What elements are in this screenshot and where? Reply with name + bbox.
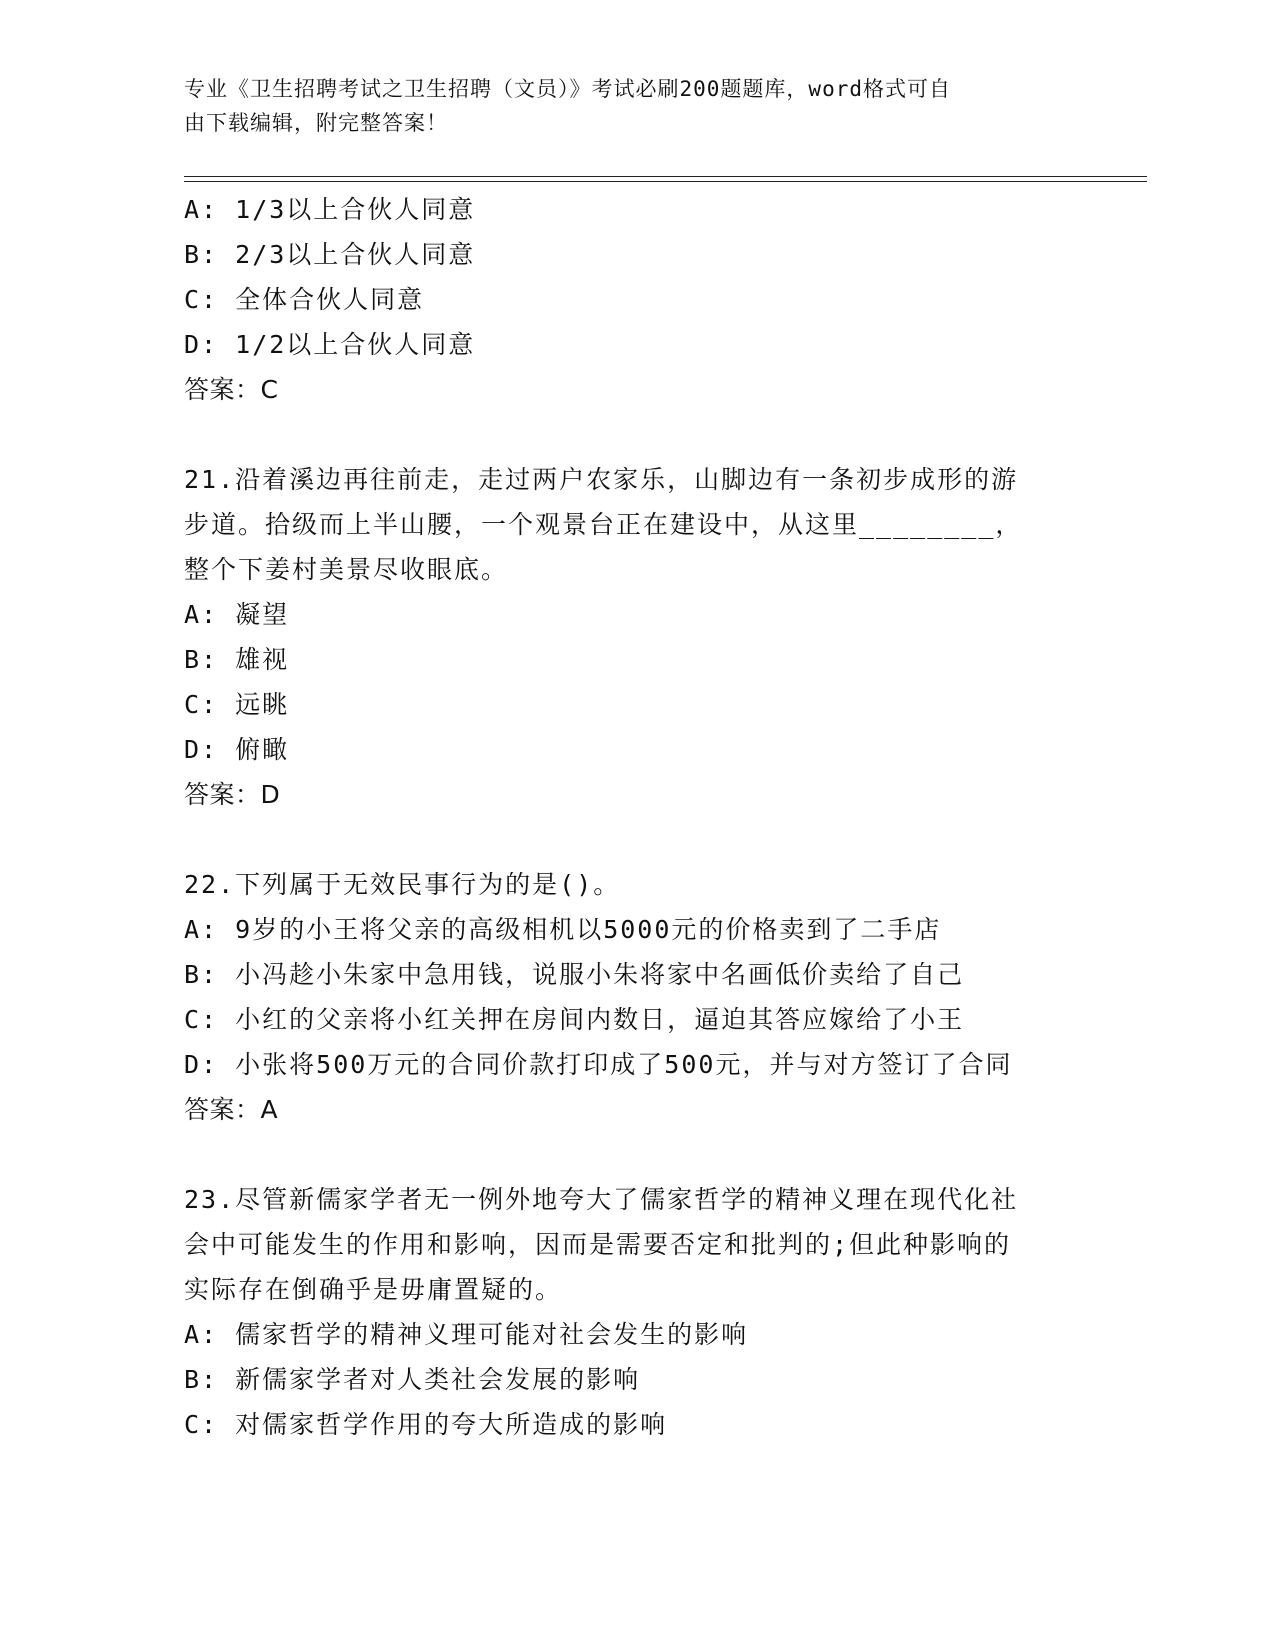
- option-d: D: 小张将500万元的合同价款打印成了500元，并与对方签订了合同: [184, 1050, 1013, 1079]
- header-title-line-2: 由下载编辑，附完整答案！: [184, 111, 448, 135]
- option-c: C: 对儒家哲学作用的夸大所造成的影响: [184, 1410, 668, 1439]
- option-b: B: 雄视: [184, 645, 290, 674]
- question-stem-line: 23.尽管新儒家学者无一例外地夸大了儒家哲学的精神义理在现代化社: [184, 1185, 1019, 1214]
- option-a: A: 1/3以上合伙人同意: [184, 195, 476, 224]
- option-c: C: 小红的父亲将小红关押在房间内数日，逼迫其答应嫁给了小王: [184, 1005, 965, 1034]
- question-21: [184, 457, 1084, 817]
- option-b: B: 新儒家学者对人类社会发展的影响: [184, 1365, 641, 1394]
- question-prev: [184, 187, 1084, 412]
- question-stem-line: 22.下列属于无效民事行为的是()。: [184, 870, 621, 899]
- page-header: [184, 72, 1064, 140]
- answer-label: 答案：D: [184, 780, 281, 809]
- question-content: [184, 187, 1084, 1447]
- answer-label: 答案：C: [184, 375, 279, 404]
- option-a: A: 凝望: [184, 600, 290, 629]
- option-c: C: 远眺: [184, 690, 290, 719]
- spacer: [184, 817, 1084, 862]
- option-a: A: 9岁的小王将父亲的高级相机以5000元的价格卖到了二手店: [184, 915, 942, 944]
- question-stem-line: 步道。拾级而上半山腰，一个观景台正在建设中，从这里________，: [184, 510, 1023, 539]
- answer-label: 答案：A: [184, 1095, 279, 1124]
- option-d: D: 1/2以上合伙人同意: [184, 330, 476, 359]
- option-a: A: 儒家哲学的精神义理可能对社会发生的影响: [184, 1320, 749, 1349]
- question-22: [184, 862, 1084, 1132]
- option-c: C: 全体合伙人同意: [184, 285, 425, 314]
- header-divider: [184, 176, 1147, 182]
- question-stem-line: 21.沿着溪边再往前走，走过两户农家乐，山脚边有一条初步成形的游: [184, 465, 1019, 494]
- question-stem-line: 整个下姜村美景尽收眼底。: [184, 555, 509, 584]
- question-23: [184, 1177, 1084, 1447]
- question-stem-line: 实际存在倒确乎是毋庸置疑的。: [184, 1275, 563, 1304]
- option-b: B: 小冯趁小朱家中急用钱，说服小朱将家中名画低价卖给了自己: [184, 960, 965, 989]
- header-title-line-1: 专业《卫生招聘考试之卫生招聘（文员）》考试必刷200题题库，word格式可自: [184, 77, 951, 101]
- question-stem-line: 会中可能发生的作用和影响，因而是需要否定和批判的;但此种影响的: [184, 1230, 1012, 1259]
- option-b: B: 2/3以上合伙人同意: [184, 240, 476, 269]
- option-d: D: 俯瞰: [184, 735, 290, 764]
- spacer: [184, 412, 1084, 457]
- spacer: [184, 1132, 1084, 1177]
